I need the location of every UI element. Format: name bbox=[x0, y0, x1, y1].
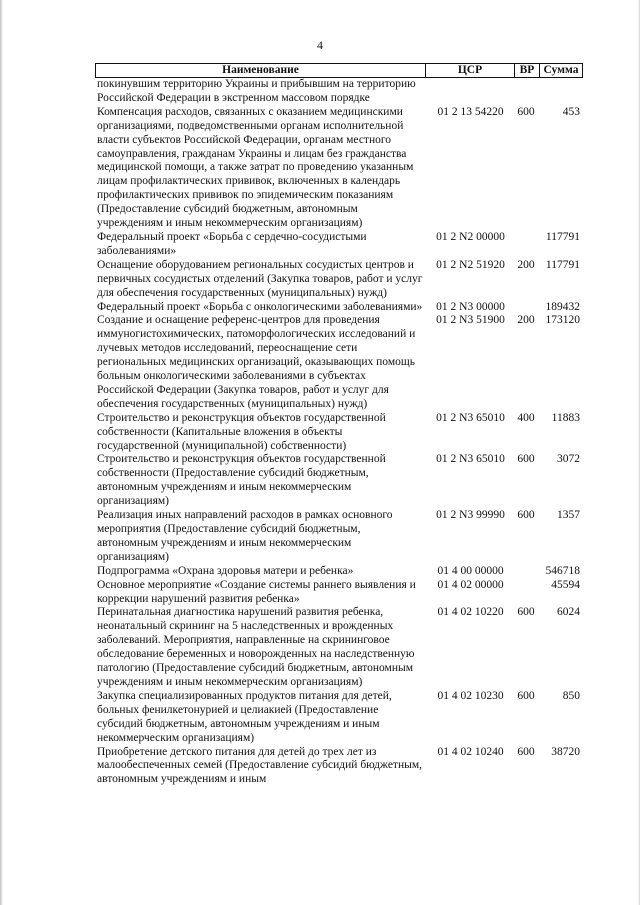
row-sum-cell: 38720 bbox=[551, 745, 580, 758]
header-name: Наименование bbox=[96, 64, 426, 77]
row-sum-cell: 3072 bbox=[557, 453, 580, 466]
row-csr-cell: 01 4 02 10220 bbox=[437, 606, 504, 619]
row-name-cell: Создание и оснащение референс-центров для проведения иммуногистохимических, патоморфологических исследований и лучевых методов исследований, переоснащение сети региональных медицинских организаций, оказывающих помощь больным онкологическими заболеваниями в субъектах Российской Федерации (Закупка товаров, работ и услуг для обеспечения государственных (муниципальных) нужд) bbox=[97, 314, 416, 410]
row-vr-cell bbox=[514, 579, 538, 607]
header-vr: ВР bbox=[515, 64, 540, 77]
row-name-cell: Основное мероприятие «Создание системы раннего выявления и коррекции нарушений развития ребенка» bbox=[97, 578, 416, 605]
row-vr-cell: 600 bbox=[517, 745, 535, 758]
table-row bbox=[97, 106, 583, 231]
row-vr-cell: 200 bbox=[517, 258, 535, 271]
table-row bbox=[97, 314, 583, 411]
table-row bbox=[97, 606, 583, 689]
row-name-cell: Перинатальная диагностика нарушений развития ребенка, неонатальный скрининг на 5 наследственных и врожденных заболеваний. Мероприятия, направленные на скрининговое обследование беременных и новорожденных на наследственную патологию (Предоставление субсидий бюджетным, автономным учреждениям и иным некоммерческим организациям) bbox=[97, 606, 415, 688]
page-number: 4 bbox=[317, 38, 323, 52]
row-name-cell: покинувшим территорию Украины и прибывшим на территорию Российской Федерации в экстренном массовом порядке bbox=[97, 78, 416, 104]
row-sum-cell: 117791 bbox=[545, 258, 580, 271]
table-body bbox=[97, 78, 583, 787]
row-csr-cell: 01 2 N2 51920 bbox=[436, 258, 505, 271]
row-vr-cell: 600 bbox=[517, 105, 535, 118]
row-sum-cell: 189432 bbox=[545, 300, 580, 313]
table-header bbox=[95, 63, 583, 78]
table-row bbox=[97, 509, 583, 565]
row-csr-cell: 01 2 N3 65010 bbox=[436, 453, 505, 466]
table-row bbox=[97, 453, 583, 509]
row-csr-cell: 01 2 N3 99990 bbox=[436, 509, 505, 522]
row-sum-cell: 850 bbox=[562, 689, 580, 702]
row-csr-cell: 01 2 N3 65010 bbox=[436, 411, 505, 424]
table-row bbox=[97, 690, 583, 746]
row-sum-cell: 1357 bbox=[557, 509, 580, 522]
row-csr-cell: 01 4 02 10240 bbox=[437, 745, 504, 758]
row-vr-cell: 600 bbox=[517, 606, 535, 619]
row-csr-cell: 01 2 13 54220 bbox=[437, 105, 504, 118]
row-vr-cell bbox=[514, 231, 538, 259]
row-csr-cell: 01 4 02 10230 bbox=[437, 689, 504, 702]
row-sum-cell: 6024 bbox=[557, 606, 580, 619]
row-vr-cell: 600 bbox=[517, 453, 535, 466]
table-row bbox=[97, 259, 583, 301]
row-sum-cell: 453 bbox=[562, 105, 580, 118]
scan-edge-left bbox=[0, 0, 3, 905]
table-row bbox=[97, 231, 583, 259]
table-row bbox=[97, 412, 583, 454]
row-vr-cell bbox=[514, 301, 538, 315]
row-vr-cell: 600 bbox=[517, 689, 535, 702]
table-row bbox=[97, 78, 583, 106]
row-sum-cell: 11883 bbox=[551, 411, 580, 424]
row-sum-cell: 546718 bbox=[545, 564, 580, 577]
row-sum-cell bbox=[538, 78, 583, 106]
table-row bbox=[97, 746, 583, 788]
row-sum-cell: 173120 bbox=[545, 314, 580, 327]
row-name-cell: Строительство и реконструкция объектов государственной собственности (Предоставление субсидий бюджетным, автономным учреждениям и иным некоммерческим организациям) bbox=[97, 453, 386, 508]
row-vr-cell: 200 bbox=[517, 314, 535, 327]
row-csr-cell: 01 2 N2 00000 bbox=[436, 230, 505, 243]
table-row bbox=[97, 565, 583, 579]
row-name-cell: Подпрограмма «Охрана здоровья матери и ребенка» bbox=[97, 564, 354, 577]
row-sum-cell: 45594 bbox=[551, 578, 580, 591]
row-vr-cell: 400 bbox=[517, 411, 535, 424]
header-csr: ЦСР bbox=[426, 64, 515, 77]
table-row bbox=[97, 579, 583, 607]
row-name-cell: Федеральный проект «Борьба с онкологическими заболеваниями» bbox=[97, 300, 423, 313]
row-vr-cell bbox=[514, 565, 538, 579]
row-vr-cell bbox=[514, 78, 538, 106]
row-csr-cell: 01 4 02 00000 bbox=[437, 578, 504, 591]
row-vr-cell: 600 bbox=[517, 509, 535, 522]
row-csr-cell: 01 2 N3 51900 bbox=[436, 314, 505, 327]
table-row bbox=[97, 301, 583, 315]
row-name-cell: Строительство и реконструкция объектов государственной собственности (Капитальные вложения в объекты государственной (муниципальной) собственности) bbox=[97, 411, 386, 452]
row-name-cell: Закупка специализированных продуктов питания для детей, больных фенилкетонурией и целиакией (Предоставление субсидий бюджетным, автономным учреждениям и иным некоммерческим организациям) bbox=[97, 689, 392, 744]
header-sum: Сумма bbox=[543, 64, 579, 76]
row-name-cell: Реализация иных направлений расходов в рамках основного мероприятия (Предоставление субсидий бюджетным, автономным учреждениям и иным некоммерческим организациям) bbox=[97, 509, 393, 563]
row-name-cell: Компенсация расходов, связанных с оказанием медицинскими организациями, подведомственными органам исполнительной власти субъектов Российской Федерации, органам местного самоуправления, гражданам Украины и лицам без гражданства медицинской помощи, а также затрат по проведению указанным лицам профилактических прививок, включенных в календарь профилактических прививок по эпидемическим показаниям (Предоставление субсидий бюджетным, автономным учреждениям и иным некоммерческим организациям) bbox=[97, 105, 414, 230]
row-csr-cell: 01 2 N3 00000 bbox=[436, 300, 505, 313]
row-sum-cell: 117791 bbox=[545, 230, 580, 243]
row-name-cell: Федеральный проект «Борьба с сердечно-сосудистыми заболеваниями» bbox=[97, 230, 367, 257]
row-csr-cell: 01 4 00 00000 bbox=[437, 564, 504, 577]
row-name-cell: Приобретение детского питания для детей до трех лет из малообеспеченных семей (Предоставление субсидий бюджетным, автономным учреждениям и иным bbox=[97, 745, 422, 786]
row-name-cell: Оснащение оборудованием региональных сосудистых центров и первичных сосудистых отделений (Закупка товаров, работ и услуг для обеспечения государственных (муниципальных) нужд) bbox=[97, 258, 423, 299]
row-csr-cell bbox=[427, 78, 514, 106]
